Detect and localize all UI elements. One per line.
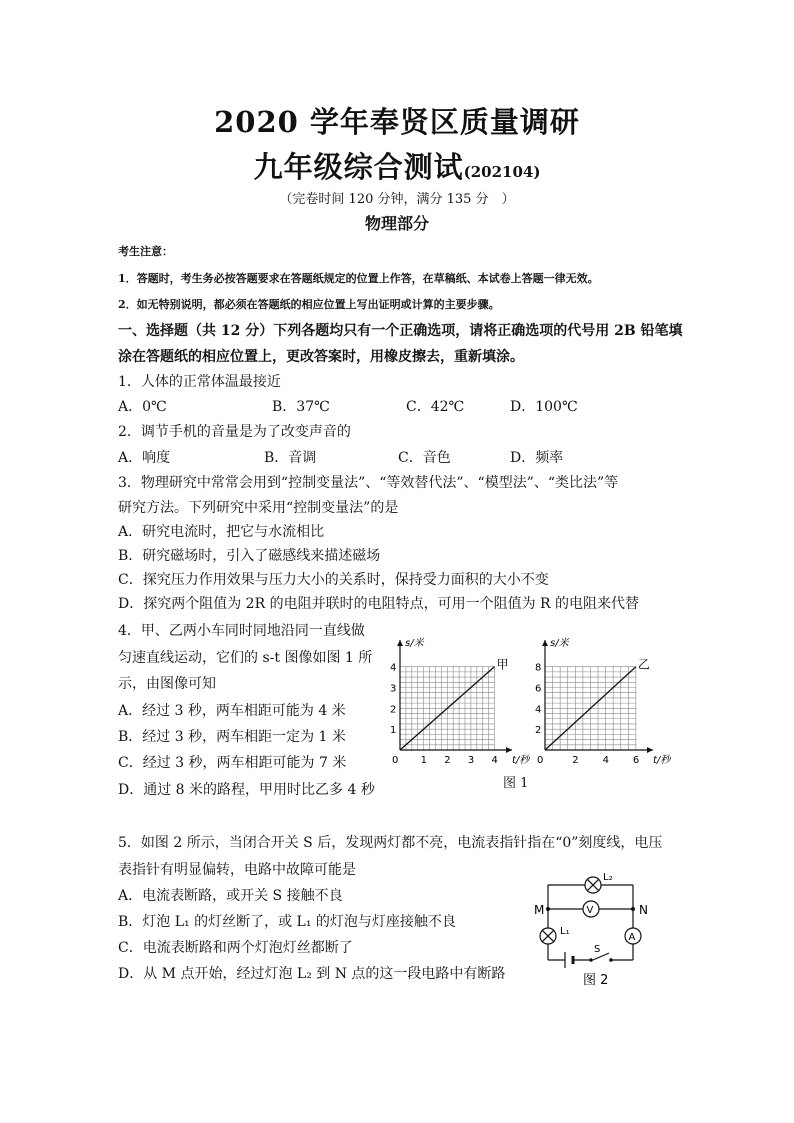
switch-pivot [589, 958, 593, 962]
junction-m [546, 907, 550, 911]
exam-time-info: （完卷时间 120 分钟，满分 135 分 ） [279, 192, 515, 207]
exam-subtitle-text: 九年级综合测试 [253, 150, 464, 184]
y-tick-label: 4 [390, 662, 397, 674]
x-tick-label: 4 [602, 755, 609, 766]
q3-option-b: B．研究磁场时，引入了磁感线来描述磁场 [118, 548, 381, 564]
series-label: 乙 [637, 657, 650, 672]
q4-option-a: A．经过 3 秒，两车相距可能为 4 米 [118, 703, 346, 719]
part1-instruction-line1: 一、选择题（共 12 分）下列各题均只有一个正确选项，请将正确选项的代号用 2B 铅笔填 [118, 323, 683, 339]
q5-option-d: D．从 M 点开始，经过灯泡 L₂ 到 N 点的这一段电路中有断路 [118, 966, 506, 982]
q5-option-b: B．灯泡 L₁ 的灯丝断了，或 L₁ 的灯泡与灯座接触不良 [118, 914, 456, 930]
figure-2-caption: 图 2 [583, 973, 609, 988]
y-axis-label: s/米 [405, 638, 424, 649]
notice-item-1: 1．答题时，考生务必按答题要求在答题纸规定的位置上作答，在草稿纸、本试卷上答题一律无效。 [118, 272, 599, 285]
y-tick-label: 8 [535, 662, 542, 674]
x-tick-label: 3 [467, 755, 475, 766]
q2-option-d: D．频率 [510, 450, 564, 466]
q1-option-d: D．100℃ [510, 399, 578, 415]
series-label: 甲 [496, 657, 509, 672]
x-tick-label: 2 [444, 755, 451, 766]
q4-stem-line3: 示，由图像可知 [118, 676, 216, 692]
y-tick-label: 2 [390, 704, 397, 716]
label-n: N [639, 903, 648, 917]
x-tick-label: 4 [491, 755, 498, 766]
q1-option-c: C．42℃ [406, 399, 465, 415]
exam-title: 2020 学年奉贤区质量调研 [214, 105, 580, 139]
q5-option-a: A．电流表断路，或开关 S 接触不良 [118, 888, 343, 904]
x-axis-label: t/秒 [653, 755, 671, 766]
q1-option-a: A．0℃ [118, 399, 167, 415]
x-tick-label: 6 [632, 755, 640, 766]
x-tick-label: 0 [392, 755, 399, 766]
x-tick-label: 0 [537, 755, 544, 766]
q5-stem-line2: 表指针有明显偏转，电路中故障可能是 [118, 862, 356, 878]
exam-code: (202104) [463, 163, 541, 181]
q1-options [0, 396, 794, 416]
q1-stem: 1．人体的正常体温最接近 [118, 374, 281, 390]
figure-1-st-graphs [380, 628, 680, 792]
label-s: S [594, 944, 601, 955]
switch-contact [609, 958, 613, 962]
notice-item-2: 2．如无特别说明，都必须在答题纸的相应位置上写出证明或计算的主要步骤。 [118, 298, 500, 311]
label-m: M [534, 903, 545, 917]
q1-option-b: B．37℃ [272, 399, 330, 415]
part1-instruction-line2: 涂在答题纸的相应位置上，更改答案时，用橡皮擦去，重新填涂。 [118, 349, 524, 365]
q2-option-c: C．音色 [398, 450, 451, 466]
voltmeter-label: V [586, 905, 594, 916]
x-axis-label: t/秒 [512, 755, 530, 766]
ammeter-label: A [628, 932, 636, 943]
figure-2-circuit [525, 872, 665, 992]
q2-option-a: A．响度 [118, 450, 171, 466]
x-tick-label: 2 [572, 755, 579, 766]
y-tick-label: 4 [535, 704, 542, 716]
label-l1: L₁ [560, 926, 570, 937]
notice-heading: 考生注意： [118, 245, 173, 258]
y-axis-label: s/米 [550, 638, 569, 649]
label-l2: L₂ [603, 872, 613, 883]
exam-subtitle [0, 145, 794, 186]
y-tick-label: 2 [535, 725, 542, 737]
q3-option-c: C．探究压力作用效果与压力大小的关系时，保持受力面积的大小不变 [118, 572, 549, 588]
q2-stem: 2．调节手机的音量是为了改变声音的 [118, 424, 351, 440]
q2-option-b: B．音调 [264, 450, 317, 466]
q4-option-c: C．经过 3 秒，两车相距可能为 7 米 [118, 755, 347, 771]
figure-1-caption: 图 1 [503, 776, 529, 791]
x-axis-arrow-icon [506, 747, 512, 753]
q4-option-b: B．经过 3 秒，两车相距一定为 1 米 [118, 729, 346, 745]
q3-stem-line1: 3．物理研究中常常会用到“控制变量法”、“等效替代法”、“模型法”、“类比法”等 [118, 475, 619, 491]
y-axis-arrow-icon [542, 640, 548, 646]
q4-stem-line1: 4．甲、乙两小车同时同地沿同一直线做 [118, 623, 365, 639]
st-graph-jia [390, 637, 531, 766]
st-graph-yi [535, 637, 672, 766]
x-tick-label: 1 [420, 755, 428, 766]
q5-option-c: C．电流表断路和两个灯泡灯丝都断了 [118, 940, 353, 956]
q3-option-a: A．研究电流时，把它与水流相比 [118, 524, 325, 540]
y-tick-label: 6 [535, 683, 542, 695]
q4-stem-line2: 匀速直线运动，它们的 s-t 图像如图 1 所 [118, 650, 373, 666]
y-tick-label: 1 [390, 725, 397, 737]
q5-stem-line1: 5．如图 2 所示，当闭合开关 S 后，发现两灯都不亮，电流表指针指在“0”刻度线，电压 [118, 835, 663, 851]
y-tick-label: 3 [390, 683, 397, 695]
q3-option-d: D．探究两个阻值为 2R 的电阻并联时的电阻特点，可用一个阻值为 R 的电阻来代替 [118, 596, 640, 612]
q2-options [0, 447, 794, 467]
q3-stem-line2: 研究方法。下列研究中采用“控制变量法”的是 [118, 500, 399, 516]
section-title: 物理部分 [364, 214, 429, 233]
x-axis-arrow-icon [647, 747, 653, 753]
junction-n [631, 907, 635, 911]
y-axis-arrow-icon [397, 640, 403, 646]
q4-option-d: D．通过 8 米的路程，甲用时比乙多 4 秒 [118, 782, 375, 798]
